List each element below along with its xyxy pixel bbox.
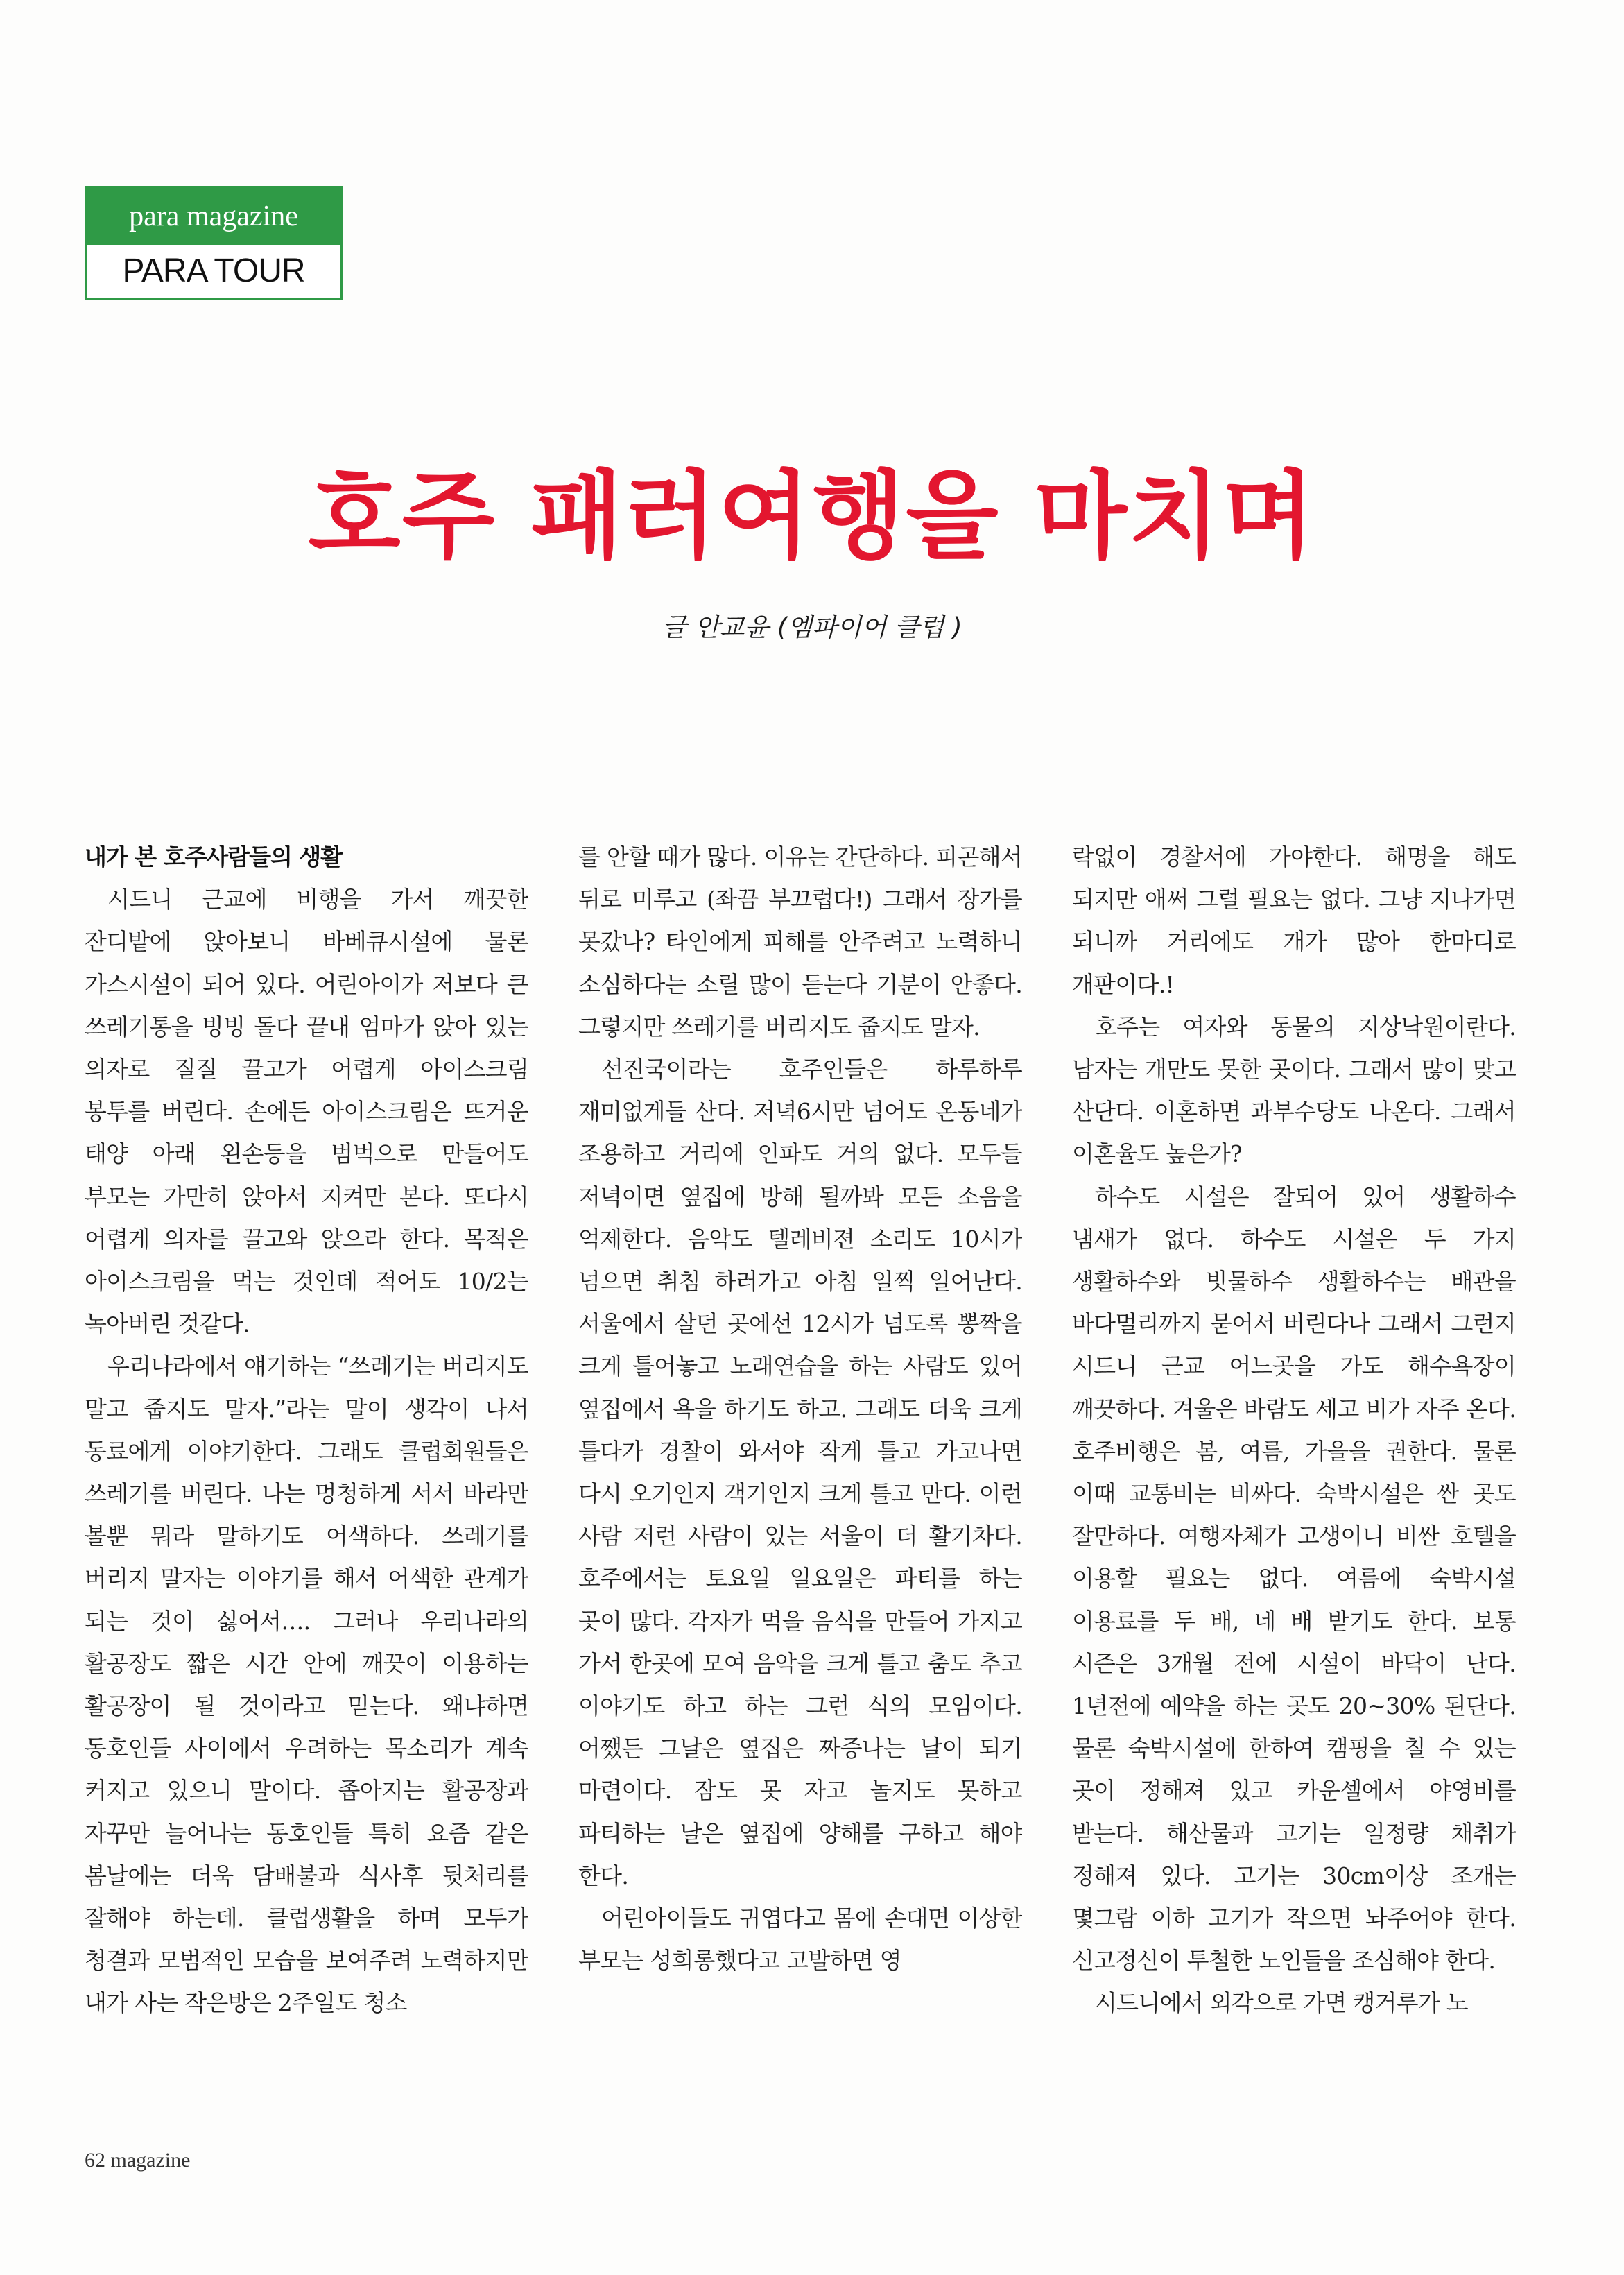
- text-column-3: [1072, 836, 1516, 2119]
- column-subheading: 내가 본 호주사람들의 생활: [85, 843, 343, 870]
- paragraph: 선진국이라는 호주인들은 하루하루 재미없게들 산다. 저녁6시만 넘어도 온동네가 조용하고 거리에 인파도 거의 없다. 모두들 저녁이면 옆집에 방해 될까봐 모든 소음을 억제한다. 음악도 텔레비젼 소리도 10시가 넘으면 취침 하러가고 아침 일찍 일어난다. 서울에서 살던 곳에선 12시가 넘도록 뽕짝을 크게 틀어놓고 노래연습을 하는 사람도 있어 옆집에서 욕을 하기도 하고. 그래도 더욱 크게 틀다가 경찰이 와서야 작게 틀고 가고나면 다시 오기인지 객기인지 크게 틀고 만다. 이런 사람 저런 사람이 있는 서울이 더 활기차다. 호주에서는 토요일 일요일은 파티를 하는 곳이 많다. 각자가 먹을 음식을 만들어 가지고 가서 한곳에 모여 음악을 크게 틀고 춤도 추고 이야기도 하고 하는 그런 식의 모임이다. 어쨌든 그날은 옆집은 짜증나는 날이 되기 마련이다. 잠도 못 자고 놀지도 못하고 파티하는 날은 옆집에 양해를 구하고 해야 한다.: [578, 1056, 1022, 1889]
- text-column-2: [578, 836, 1022, 2119]
- paragraph: 하수도 시설은 잘되어 있어 생활하수 냄새가 없다. 하수도 시설은 두 가지 생활하수와 빗물하수 생활하수는 배관을 바다멀리까지 묻어서 버린다나 그래서 그런지 시드니 근교 어느곳을 가도 해수욕장이 깨끗하다. 겨울은 바람도 세고 비가 자주 온다. 호주비행은 봄, 여름, 가을을 권한다. 물론 이때 교통비는 비싸다. 숙박시설은 싼 곳도 잘만하다. 여행자체가 고생이니 비싼 호텔을 이용할 필요는 없다. 여름에 숙박시설 이용료를 두 배, 네 배 받기도 한다. 보통 시즌은 3개월 전에 시설이 바닥이 난다. 1년전에 예약을 하는 곳도 20~30% 된단다. 물론 숙박시설에 한하여 캠핑을 칠 수 있는 곳이 정해져 있고 카운셀에서 야영비를 받는다. 해산물과 고기는 일정량 채취가 정해져 있다. 고기는 30cm이상 조개는 몇그람 이하 고기가 작으면 놔주어야 한다. 신고정신이 투철한 노인들을 조심해야 한다.: [1072, 1183, 1516, 1975]
- paragraph: 시드니에서 외각으로 가면 캥거루가 노: [1095, 1989, 1469, 2017]
- footer-label: magazine: [110, 2149, 191, 2172]
- text-column-1: [85, 836, 528, 2119]
- article-title: 호주 패러여행을 마치며: [308, 461, 1316, 572]
- paragraph-continued: 를 안할 때가 많다. 이유는 간단하다. 피곤해서 뒤로 미루고 (좌끔 부끄럽다!) 그래서 장가를 못갔나? 타인에게 피해를 안주려고 노력하니 소심하다는 소릴 많이 듣는다 기분이 안좋다. 그렇지만 쓰레기를 버리지도 줍지도 말자.: [578, 843, 1022, 1040]
- paragraph-continued: 락없이 경찰서에 가야한다. 해명을 해도 되지만 애써 그럴 필요는 없다. 그냥 지나가면 되니까 거리에도 개가 많아 한마디로 개판이다.!: [1072, 843, 1516, 998]
- paragraph: 우리나라에서 얘기하는 “쓰레기는 버리지도 말고 줍지도 말자.”라는 말이 생각이 나서 동료에게 이야기한다. 그래도 클럽회원들은 쓰레기를 버린다. 나는 멍청하게 서서 바라만 볼뿐 뭐라 말하기도 어색하다. 쓰레기를 버리지 말자는 이야기를 해서 어색한 관계가 되는 것이 싫어서…. 그러나 우리나라의 활공장도 짧은 시간 안에 깨끗이 이용하는 활공장이 될 것이라고 믿는다. 왜냐하면 동호인들 사이에서 우려하는 목소리가 계속 커지고 있으니 말이다. 좁아지는 활공장과 자꾸만 늘어나는 동호인들 특히 요즘 같은 봄날에는 더욱 담배불과 식사후 뒷처리를 잘해야 하는데. 클럽생활을 하며 모두가 청결과 모범적인 모습을 보여주려 노력하지만 내가 사는 작은방은 2주일도 청소: [85, 1353, 528, 2017]
- paragraph: 어린아이들도 귀엽다고 몸에 손대면 이상한 부모는 성희롱했다고 고발하면 영: [578, 1905, 1022, 1975]
- section-label-box: [85, 186, 343, 300]
- section-label-tour: PARA TOUR: [122, 252, 305, 289]
- page-footer: [85, 2147, 190, 2174]
- paragraph: 시드니 근교에 비행을 가서 깨끗한 잔디밭에 앉아보니 바베큐시설에 물론 가스시설이 되어 있다. 어린아이가 저보다 큰 쓰레기통을 빙빙 돌다 끝내 엄마가 앉아 있는 의자로 질질 끌고가 어렵게 아이스크림 봉투를 버린다. 손에든 아이스크림은 뜨거운 태양 아래 왼손등을 범벅으로 만들어도 부모는 가만히 앉아서 지켜만 본다. 또다시 어렵게 의자를 끌고와 앉으라 한다. 목적은 아이스크림을 먹는 것인데 적어도 10/2는 녹아버린 것같다.: [85, 886, 528, 1338]
- article-byline: 글 안교윤 (엠파이어 클럽 ): [662, 612, 962, 642]
- paragraph: 호주는 여자와 동물의 지상낙원이란다. 남자는 개만도 못한 곳이다. 그래서 많이 맞고 산단다. 이혼하면 과부수당도 나온다. 그래서 이혼율도 높은가?: [1072, 1013, 1516, 1168]
- page-number: 62: [85, 2149, 105, 2172]
- section-label-magazine: para magazine: [87, 188, 340, 245]
